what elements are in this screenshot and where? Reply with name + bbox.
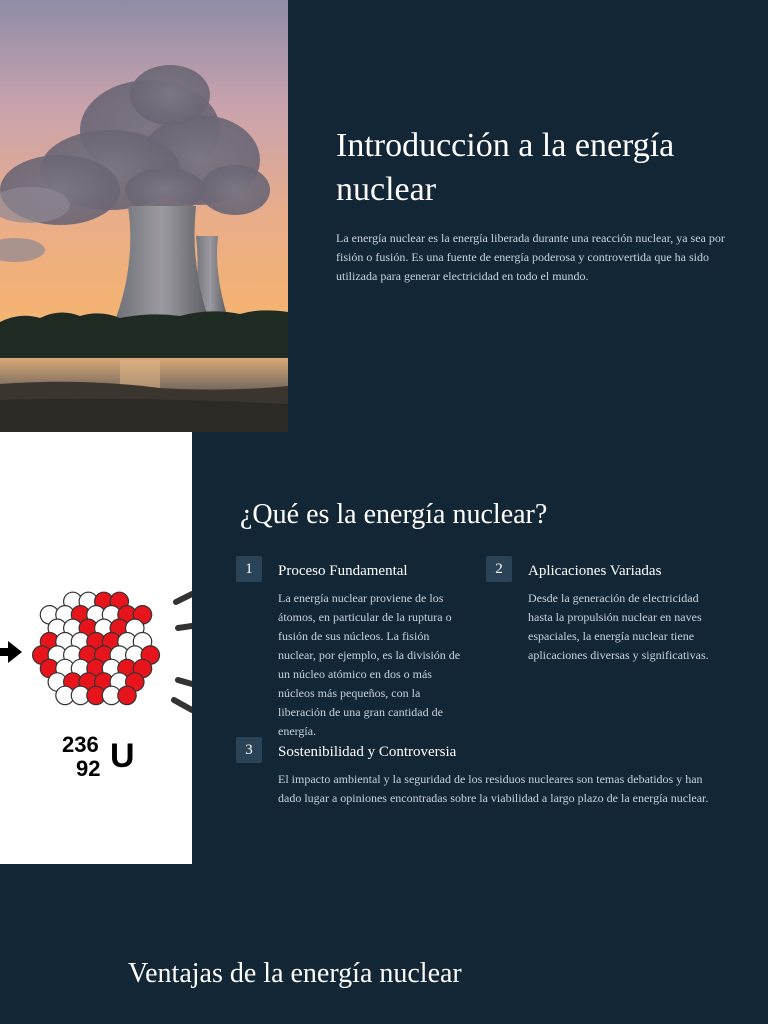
uranium-nucleus-illustration [0,432,192,864]
item-text: El impacto ambiental y la seguridad de los residuos nucleares son temas debatidos y han dado lugar a opiniones encontradas sobre la viabilidad a largo plazo de la energía nuclear. [278,772,709,805]
intro-title: Introducción a la energía nuclear [336,127,675,208]
advantages-title: Ventajas de la energía nuclear [128,958,462,989]
item-number-badge: 3 [236,737,262,763]
uranium-atomic-number: 92 [76,756,101,781]
proton [118,686,136,704]
item-title: Aplicaciones Variadas [528,563,662,579]
item-title: Proceso Fundamental [278,563,408,579]
cooling-towers-photo [0,0,288,432]
item-text: Desde la generación de electricidad hasta la propulsión nuclear en naves espaciales, la energía nuclear tiene aplicaciones diversas y significativas. [528,591,709,662]
item-number-badge: 1 [236,556,262,582]
arrow-right-icon [0,641,22,663]
uranium-symbol: U [110,737,135,775]
item-title: Sostenibilidad y Controversia [278,744,457,760]
intro-text: La energía nuclear es la energía liberada durante una reacción nuclear, ya sea por fisión o fusión. Es una fuente de energía poderosa y controvertida que ha sido utilizada para generar electricidad en todo el mundo. [336,231,725,283]
item-number-badge: 2 [486,556,512,582]
what-is-title: ¿Qué es la energía nuclear? [240,499,548,530]
uranium-mass-number: 236 [62,732,99,757]
uranium-nucleus [33,592,160,704]
item-text: La energía nuclear proviene de los átomos, en particular de la ruptura o fusión de sus núcleos. La fisión nuclear, por ejemplo, es la división de un núcleo atómico en dos o más núcleos más pequeños, con la liberación de una gran cantidad de energía. [278,591,461,738]
